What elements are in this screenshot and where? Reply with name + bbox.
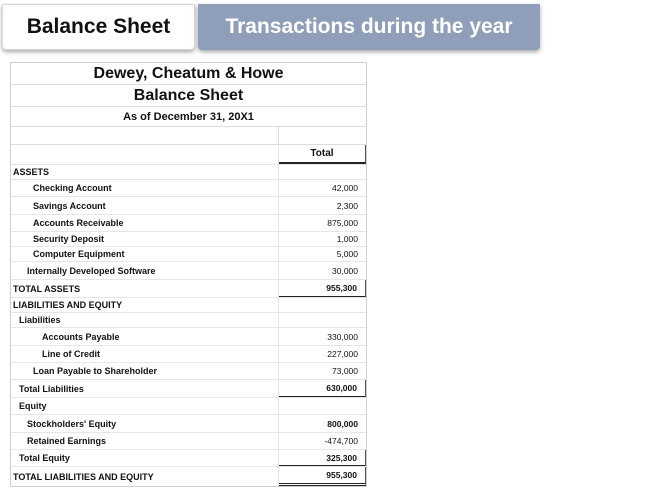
table-row [11,346,366,363]
row-label: TOTAL ASSETS [11,280,279,297]
row-value: 630,000 [279,380,366,397]
report-date: As of December 31, 20X1 [11,107,366,127]
row-value: 800,000 [327,418,358,429]
table-row-total [11,380,366,398]
table-row [11,415,366,433]
row-label: Checking Account [11,180,279,196]
row-label: TOTAL LIABILITIES AND EQUITY [11,467,279,486]
row-value: 875,000 [327,218,358,228]
row-label: Loan Payable to Shareholder [11,363,279,379]
row-value: 2,300 [336,200,358,211]
tab-balance-sheet[interactable]: Balance Sheet [2,4,195,50]
table-row [11,363,366,380]
table-row [11,165,366,180]
row-value: 30,000 [332,265,358,276]
table-row [11,180,366,197]
row-value: 1,000 [336,234,358,244]
row-label: Total Equity [11,450,279,466]
row-label: Retained Earnings [11,433,279,449]
table-row [11,398,366,415]
row-value: 227,000 [327,349,358,359]
table-row [11,313,366,328]
row-label: Computer Equipment [11,247,279,261]
table-row [11,232,366,247]
table-row [11,298,366,313]
row-value: 5,000 [336,249,358,259]
row-label: Liabilities [11,313,279,327]
row-label: Equity [11,398,279,414]
sheet-tab-bar [0,0,650,56]
table-row-grand-total [11,467,366,486]
row-label: Line of Credit [11,346,279,362]
table-row-total [11,450,366,467]
row-value: -474,700 [324,436,358,446]
table-row [11,215,366,232]
row-value [279,298,366,312]
row-label: Accounts Payable [11,328,279,345]
row-label: Savings Account [11,197,279,214]
table-row [11,328,366,346]
row-value: 955,300 [279,467,366,486]
table-row-total [11,280,366,298]
table-row [11,262,366,280]
column-header-row [11,145,366,165]
row-label: Total Liabilities [11,380,279,397]
table-row [11,197,366,215]
report-title: Balance Sheet [11,85,366,107]
blank-row [11,127,366,145]
row-value: 330,000 [327,331,358,342]
row-value: 73,000 [332,366,358,376]
row-value [279,398,366,414]
row-value: 325,300 [279,450,366,466]
table-row [11,247,366,262]
row-label: Stockholders' Equity [11,415,279,432]
balance-sheet-table [10,62,367,487]
row-value: 955,300 [279,280,366,297]
row-value [279,313,366,327]
row-label: Accounts Receivable [11,215,279,231]
row-label: ASSETS [11,165,279,179]
row-label: Internally Developed Software [11,262,279,279]
tab-transactions[interactable]: Transactions during the year [198,4,540,50]
row-value [279,165,366,179]
row-value: 42,000 [332,183,358,193]
row-label: LIABILITIES AND EQUITY [11,298,279,312]
company-name: Dewey, Cheatum & Howe [11,63,366,85]
column-header-total: Total [279,145,366,164]
table-row [11,433,366,450]
row-label: Security Deposit [11,232,279,246]
